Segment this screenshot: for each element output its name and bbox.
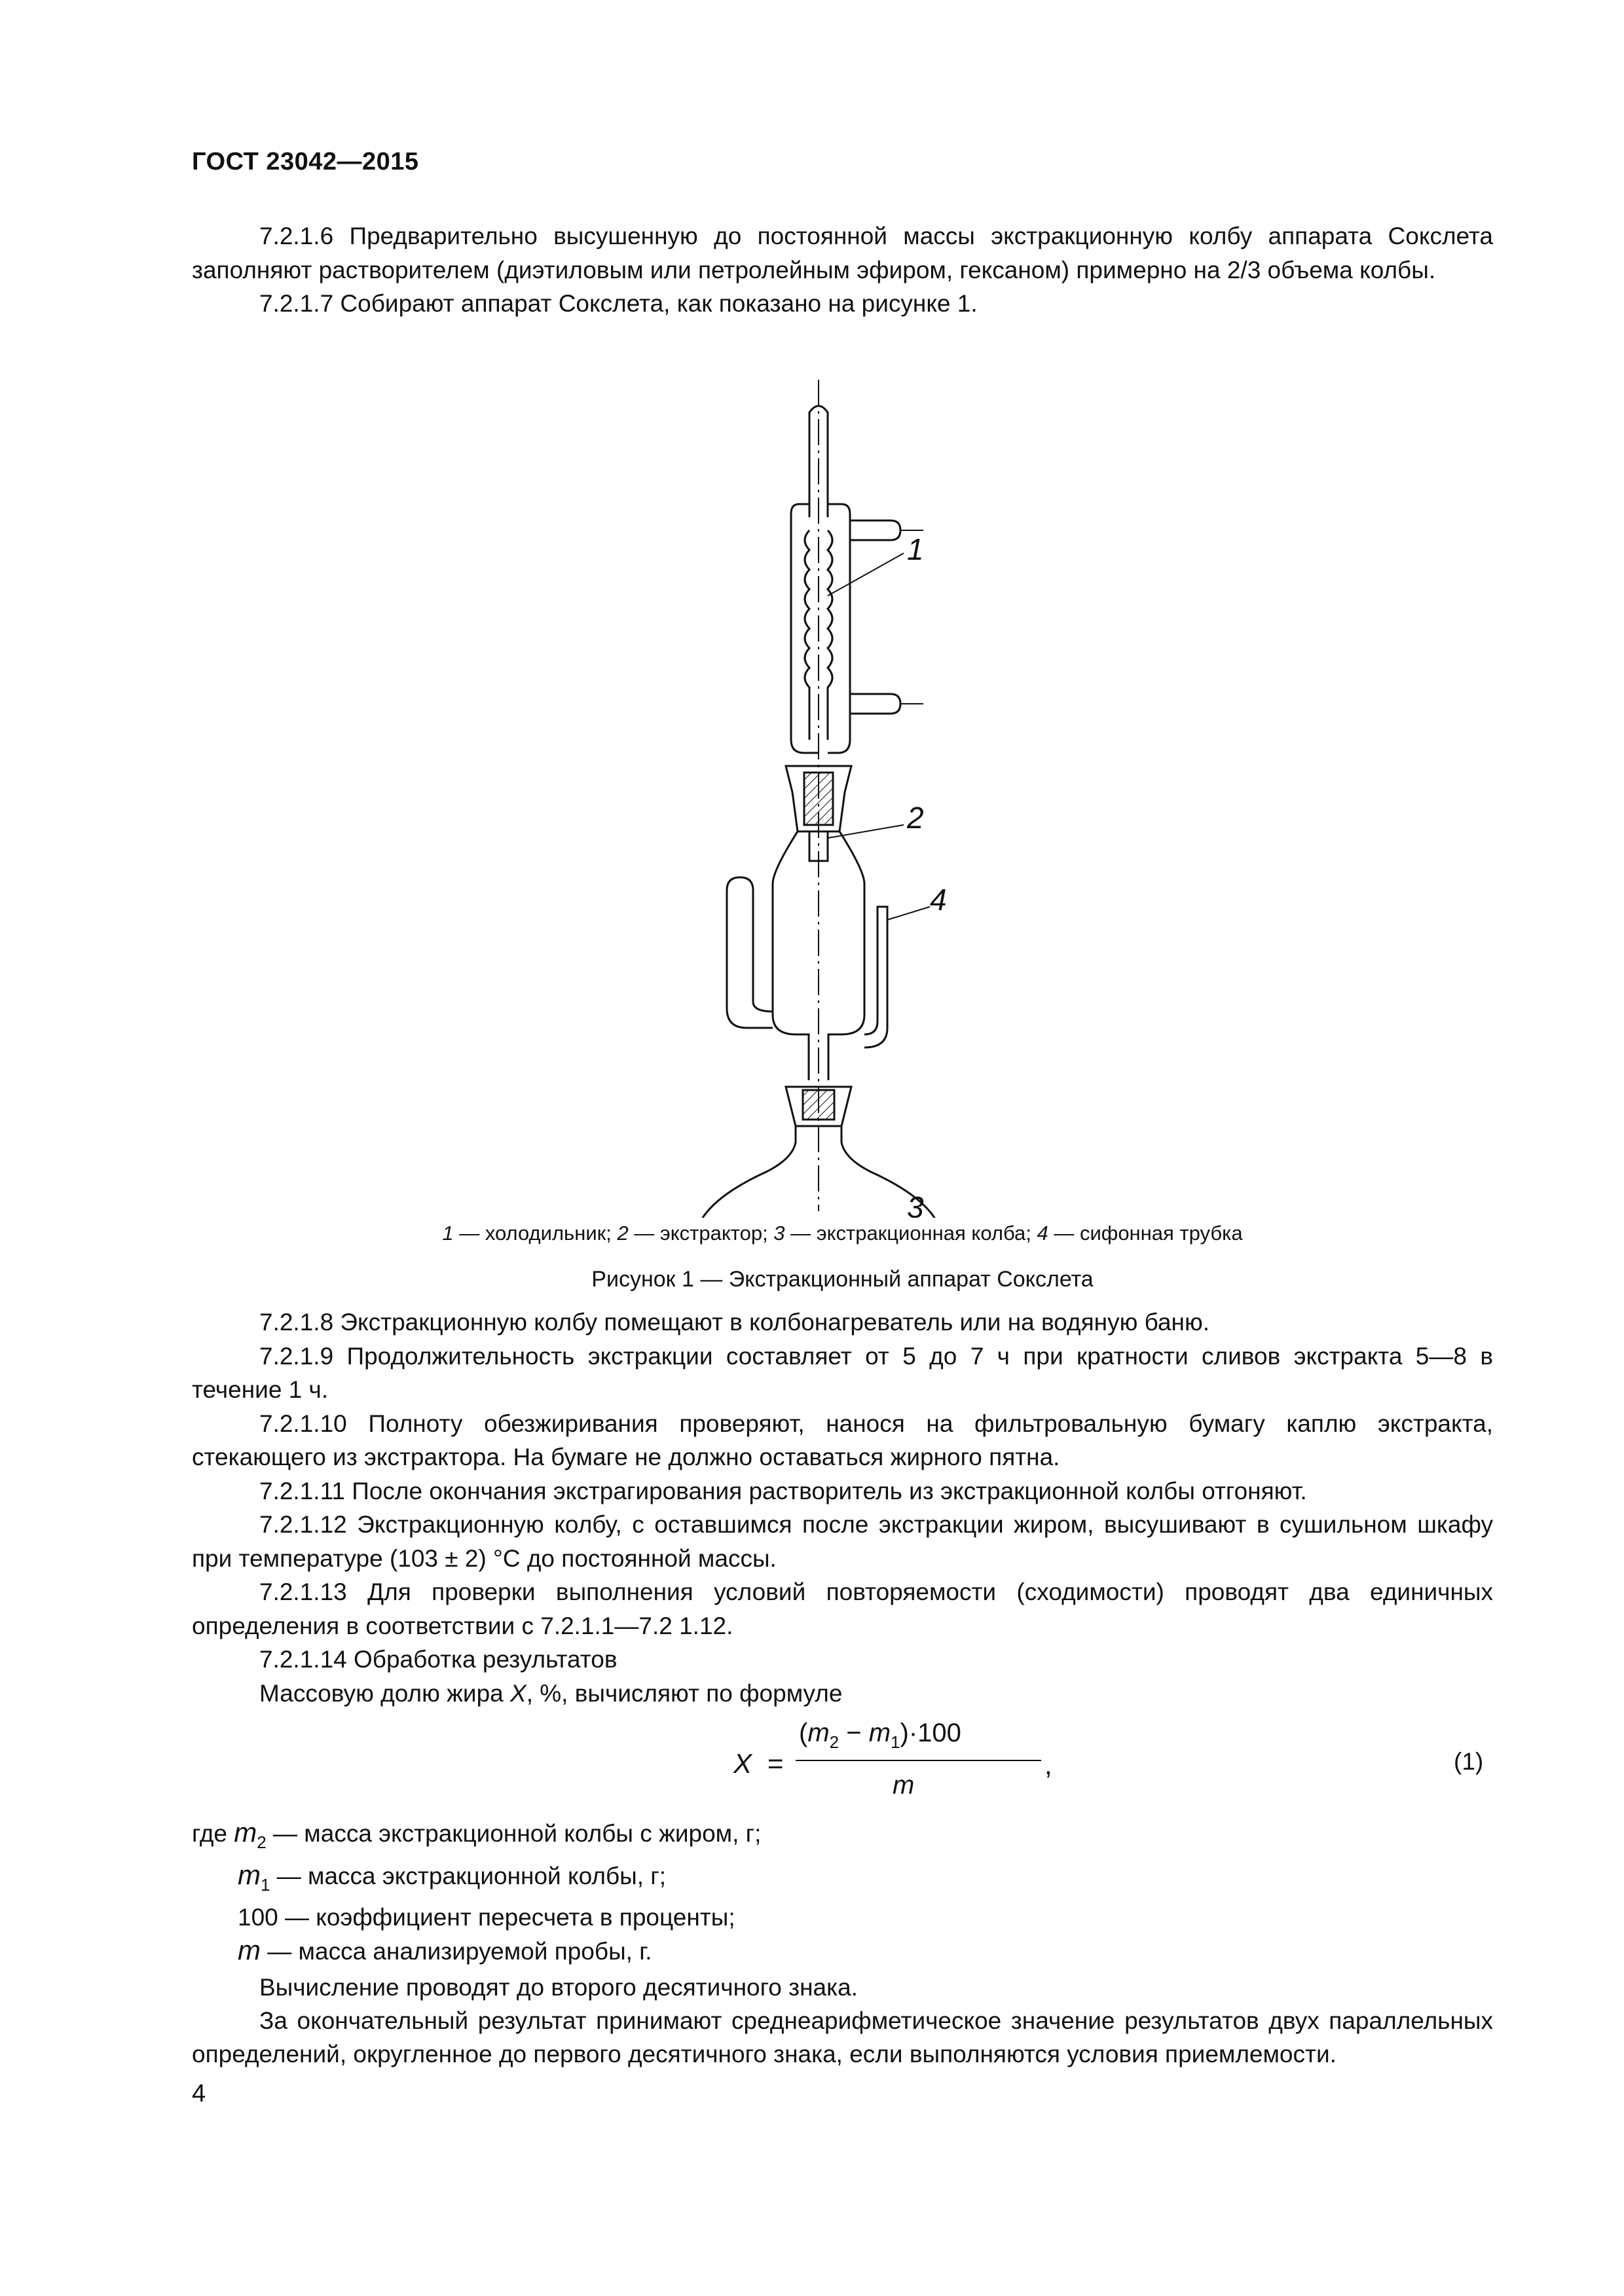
definition-m2: где $m_2$ — масса экстракционной колбы с жиром, г; xyxy=(192,1817,762,1852)
fraction-bar xyxy=(796,1760,1041,1761)
paragraph-7219: 7.2.1.9 Продолжительность экстракции составляет от 5 до 7 ч при кратности сливов экстракта 5—8 в течение 1 ч. xyxy=(192,1342,1493,1403)
paragraph-72112: 7.2.1.12 Экстракционную колбу, с оставшимся после экстракции жиром, высушивают в сушильном шкафу при температуре (103 ± 2) °С до постоянной массы. xyxy=(192,1511,1493,1572)
formula-1 xyxy=(733,1719,1061,1817)
definition-m1: $m_1$ — масса экстракционной колбы, г; xyxy=(238,1859,667,1895)
figure-caption: Рисунок 1 — Экстракционный аппарат Сокслета xyxy=(591,1267,1094,1292)
lower-nozzle xyxy=(850,694,900,714)
siphon-tube-left xyxy=(727,877,773,1028)
page-number: 4 xyxy=(192,2080,206,2107)
mass-text-b: , %, вычисляют по формуле xyxy=(526,1679,843,1707)
soxhlet-apparatus-figure xyxy=(655,373,1008,1218)
document-code-header: ГОСТ 23042—2015 xyxy=(192,148,419,175)
text-block-middle xyxy=(192,1305,1493,1710)
formula-numerator: $(m_2 - m_1)\cdot 100$ xyxy=(799,1719,961,1752)
legend-num-3: 3 xyxy=(773,1222,785,1245)
formula-equals: = xyxy=(767,1748,784,1779)
legend-text-4: — сифонная трубка xyxy=(1048,1222,1243,1245)
formula-lhs: X xyxy=(733,1748,752,1779)
upper-nozzle xyxy=(850,520,900,540)
leader-line-4 xyxy=(887,907,930,920)
legend-num-1: 1 xyxy=(442,1222,454,1245)
mass-variable: X xyxy=(510,1679,526,1707)
paragraph-72111: 7.2.1.11 После окончания экстрагирования растворитель из экстракционной колбы отгоняют. xyxy=(259,1477,1307,1504)
definition-100: 100 — коэффициент пересчета в проценты; xyxy=(238,1904,735,1931)
paragraph-calculation: Вычисление проводят до второго десятичного знака. xyxy=(259,1974,858,2001)
paragraph-72113: 7.2.1.13 Для проверки выполнения условий повторяемости (сходимости) проводят два единичных определения в соответствии с 7.2.1.1—7.2 1.12. xyxy=(192,1578,1493,1639)
figure-label-4: 4 xyxy=(930,883,947,917)
legend-num-4: 4 xyxy=(1037,1222,1048,1245)
coil-right xyxy=(828,530,832,740)
extractor-left-wall xyxy=(773,831,809,1080)
legend-num-2: 2 xyxy=(617,1222,629,1245)
formula-comma: , xyxy=(1044,1749,1052,1780)
figure-label-2: 2 xyxy=(907,801,924,835)
soxhlet-apparatus-drawing xyxy=(655,373,1008,1218)
figure-label-1: 1 xyxy=(907,532,924,566)
paragraph-72110: 7.2.1.10 Полноту обезжиривания проверяют, нанося на фильтровальную бумагу каплю экстракта, стекающего из экстрактора. На бумаге не должно оставаться жирного пятна. xyxy=(192,1410,1493,1470)
condenser-jacket-right xyxy=(828,504,850,753)
definition-m: m — масса анализируемой пробы, г. xyxy=(238,1935,652,1965)
leader-line-1 xyxy=(828,553,904,596)
legend-text-1: — холодильник; xyxy=(453,1222,618,1245)
paragraph-7217: 7.2.1.7 Собирают аппарат Сокслета, как показано на рисунке 1. xyxy=(259,290,978,317)
paragraph-72114: 7.2.1.14 Обработка результатов xyxy=(259,1646,618,1673)
paragraph-mass-fraction xyxy=(192,1677,1493,1711)
formula-denominator: m xyxy=(893,1771,915,1800)
formula-definitions xyxy=(192,1816,1493,1968)
equation-number: (1) xyxy=(1454,1748,1484,1775)
siphon-tube-right xyxy=(864,907,887,1048)
extractor-right-wall xyxy=(828,831,864,1080)
text-block-upper xyxy=(192,219,1493,321)
paragraph-final-result: За окончательный результат принимают среднеарифметическое значение результатов двух параллельных определений, округленное до первого десятичного знака, если выполняются условия приемлемости. xyxy=(192,2007,1493,2068)
text-block-lower xyxy=(192,1971,1493,2071)
figure-legend xyxy=(192,1222,1493,1245)
figure-label-3: 3 xyxy=(907,1190,924,1218)
legend-text-2: — экстрактор; xyxy=(628,1222,774,1245)
paragraph-7218: 7.2.1.8 Экстракционную колбу помещают в колбонагреватель или на водяную баню. xyxy=(259,1309,1210,1336)
coil-left xyxy=(805,530,809,740)
legend-text-3: — экстракционная колба; xyxy=(784,1222,1037,1245)
mass-text-a: Массовую долю жира xyxy=(259,1679,511,1707)
paragraph-7216: 7.2.1.6 Предварительно высушенную до постоянной массы экстракционную колбу аппарата Сокслета заполняют растворителем (диэтиловым или петролейным эфиром, гексаном) примерно на 2/3 объема колбы. xyxy=(192,223,1493,283)
